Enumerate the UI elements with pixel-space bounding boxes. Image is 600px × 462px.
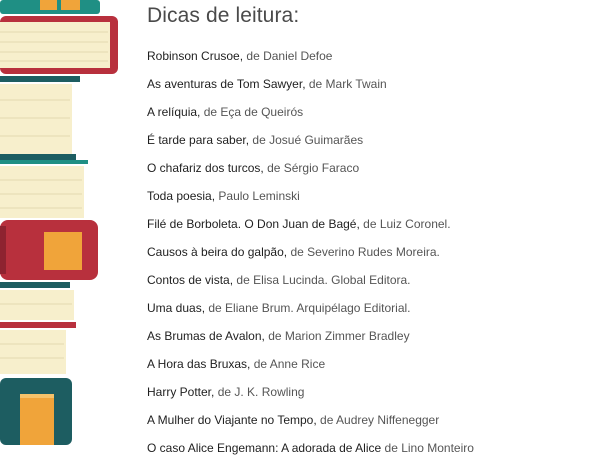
book-title: Filé de Borboleta. O Don Juan de Bagé, [147, 217, 360, 231]
list-item [147, 434, 592, 462]
book-author: de Sérgio Faraco [267, 161, 360, 175]
book-title: O caso Alice Engemann: A adorada de Alice [147, 441, 382, 455]
book-list [147, 42, 592, 462]
list-item [147, 294, 592, 322]
book-author: de Josué Guimarães [252, 133, 364, 147]
list-item [147, 70, 592, 98]
book-author: Paulo Leminski [218, 189, 300, 203]
list-item [147, 126, 592, 154]
book-title: Causos à beira do galpão, [147, 245, 288, 259]
book-dark-thin [0, 76, 80, 82]
book-title: É tarde para saber, [147, 133, 250, 147]
book-title: Robinson Crusoe, [147, 49, 244, 63]
book-cream-4 [0, 330, 66, 374]
book-cream-2 [0, 166, 84, 218]
book-title: A Hora das Bruxas, [147, 357, 251, 371]
list-item [147, 406, 592, 434]
list-item [147, 378, 592, 406]
book-cream-3 [0, 290, 74, 320]
book-author: de Audrey Niffenegger [320, 413, 440, 427]
book-author: de J. K. Rowling [217, 385, 305, 399]
book-author: de Mark Twain [308, 77, 387, 91]
book-author: de Lino Monteiro [384, 441, 474, 455]
book-author: de Luiz Coronel. [363, 217, 451, 231]
list-item [147, 210, 592, 238]
book-title: A Mulher do Viajante no Tempo, [147, 413, 317, 427]
book-author: de Elisa Lucinda. Global Editora. [236, 273, 411, 287]
book-title: Toda poesia, [147, 189, 216, 203]
book-title: Contos de vista, [147, 273, 234, 287]
book-title: Harry Potter, [147, 385, 215, 399]
book-stack-illustration [0, 0, 130, 445]
book-author: de Eliane Brum. Arquipélago Editorial. [208, 301, 411, 315]
book-title: As Brumas de Avalon, [147, 329, 265, 343]
reading-tips-panel [147, 0, 592, 455]
book-title: A relíquia, [147, 105, 201, 119]
book-author: de Eça de Queirós [203, 105, 304, 119]
page-title: Dicas de leitura: [147, 4, 300, 27]
book-cream-1 [0, 84, 72, 154]
list-item [147, 266, 592, 294]
list-item [147, 238, 592, 266]
list-item [147, 98, 592, 126]
book-bottom-label [20, 394, 54, 445]
book-author: de Anne Rice [253, 357, 326, 371]
list-item [147, 182, 592, 210]
book-title: Uma duas, [147, 301, 206, 315]
book-author: de Marion Zimmer Bradley [268, 329, 410, 343]
book-title: As aventuras de Tom Sawyer, [147, 77, 306, 91]
list-item [147, 350, 592, 378]
book-author: de Severino Rudes Moreira. [290, 245, 440, 259]
list-item [147, 42, 592, 70]
book-gold-label [44, 232, 82, 270]
list-item [147, 154, 592, 182]
book-title: O chafariz dos turcos, [147, 161, 264, 175]
book-author: de Daniel Defoe [246, 49, 333, 63]
list-item [147, 322, 592, 350]
